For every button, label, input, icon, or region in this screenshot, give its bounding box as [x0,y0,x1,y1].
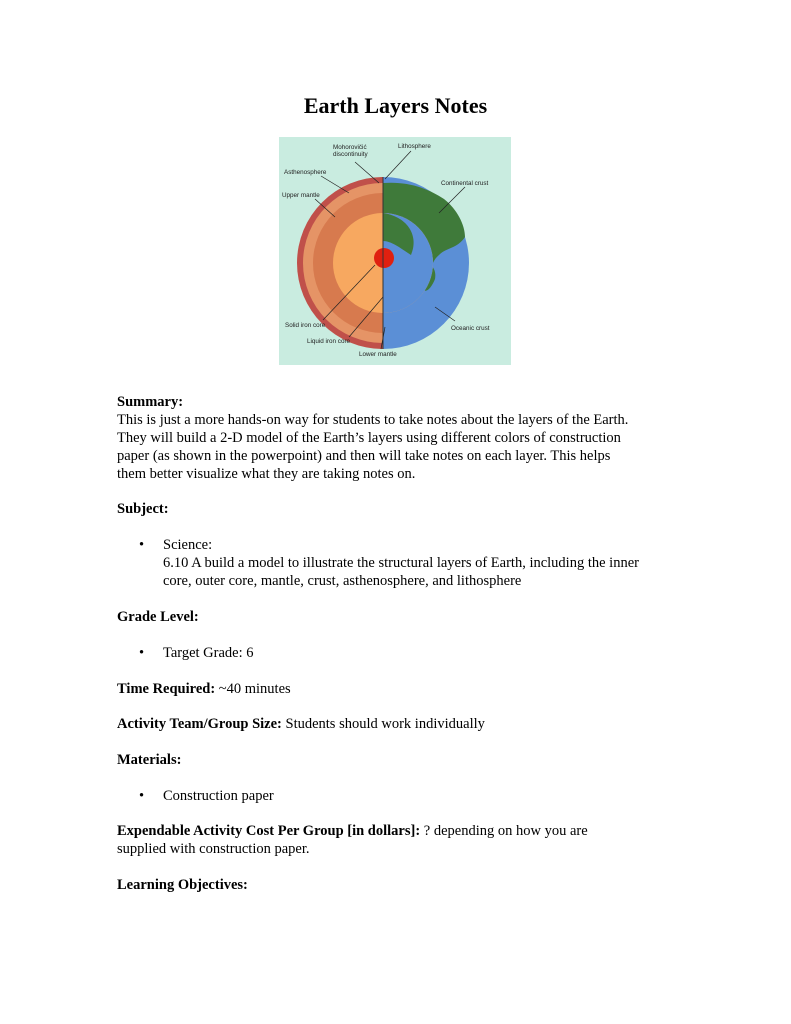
label-asthenosphere: Asthenosphere [284,169,327,176]
grade-bullet-text: Target Grade: 6 [163,645,254,661]
earth-diagram-svg [279,137,511,365]
materials-bullet-text: Construction paper [163,788,274,804]
summary-heading: Summary: [117,394,184,410]
summary-line: They will build a 2-D model of the Earth’s layers using different colors of construction [117,430,621,446]
label-solid-iron-core: Solid iron core [285,322,326,329]
earth-layers-diagram [279,137,511,365]
label-lithosphere: Lithosphere [398,143,431,150]
summary-line: them better visualize what they are taking notes on. [117,466,416,482]
summary-section [117,393,687,483]
cost-label: Expendable Activity Cost Per Group [in dollars]: [117,823,421,839]
team-section [117,715,687,733]
bullet-marker: • [139,645,145,661]
subject-bullet-line: 6.10 A build a model to illustrate the structural layers of Earth, including the inner [163,555,639,571]
subject-bullet [117,536,687,590]
time-section [117,680,687,698]
cost-value: ? depending on how you are [420,823,588,839]
subject-section [117,500,687,590]
materials-section [117,751,687,805]
label-lower-mantle: Lower mantle [359,351,397,358]
subject-bullet-title: Science: [163,537,213,553]
time-label: Time Required: [117,681,216,697]
subject-bullet-line: core, outer core, mantle, crust, asthenosphere, and lithosphere [163,573,522,589]
inner-core-layer [374,248,394,268]
team-label: Activity Team/Group Size: [117,716,282,732]
grade-bullet [117,644,687,662]
objectives-section [117,876,687,894]
bullet-marker: • [139,537,145,553]
subject-heading: Subject: [117,501,169,517]
page-title: Earth Layers Notes [303,93,488,118]
label-moho-line2: discontinuity [333,151,368,158]
cost-section [117,822,687,858]
cost-line [117,822,687,840]
summary-line: paper (as shown in the powerpoint) and then will take notes on each layer. This helps [117,448,611,464]
bullet-marker: • [139,788,145,804]
summary-line: This is just a more hands-on way for students to take notes about the layers of the Earth. [117,412,629,428]
team-size [117,715,687,733]
materials-bullet [117,787,687,805]
objectives-heading: Learning Objectives: [117,877,248,893]
label-liquid-iron-core: Liquid iron core [307,338,351,345]
team-value: Students should work individually [281,716,485,732]
grade-heading: Grade Level: [117,609,199,625]
cost-line-2: supplied with construction paper. [117,841,310,857]
grade-section [117,608,687,662]
time-value: ~40 minutes [215,681,291,697]
label-oceanic-crust: Oceanic crust [451,325,490,332]
materials-heading: Materials: [117,752,182,768]
label-moho-line1: Mohorovičić [333,144,367,151]
time-required [117,680,687,698]
label-upper-mantle: Upper mantle [282,192,320,199]
label-continental-crust: Continental crust [441,180,489,187]
